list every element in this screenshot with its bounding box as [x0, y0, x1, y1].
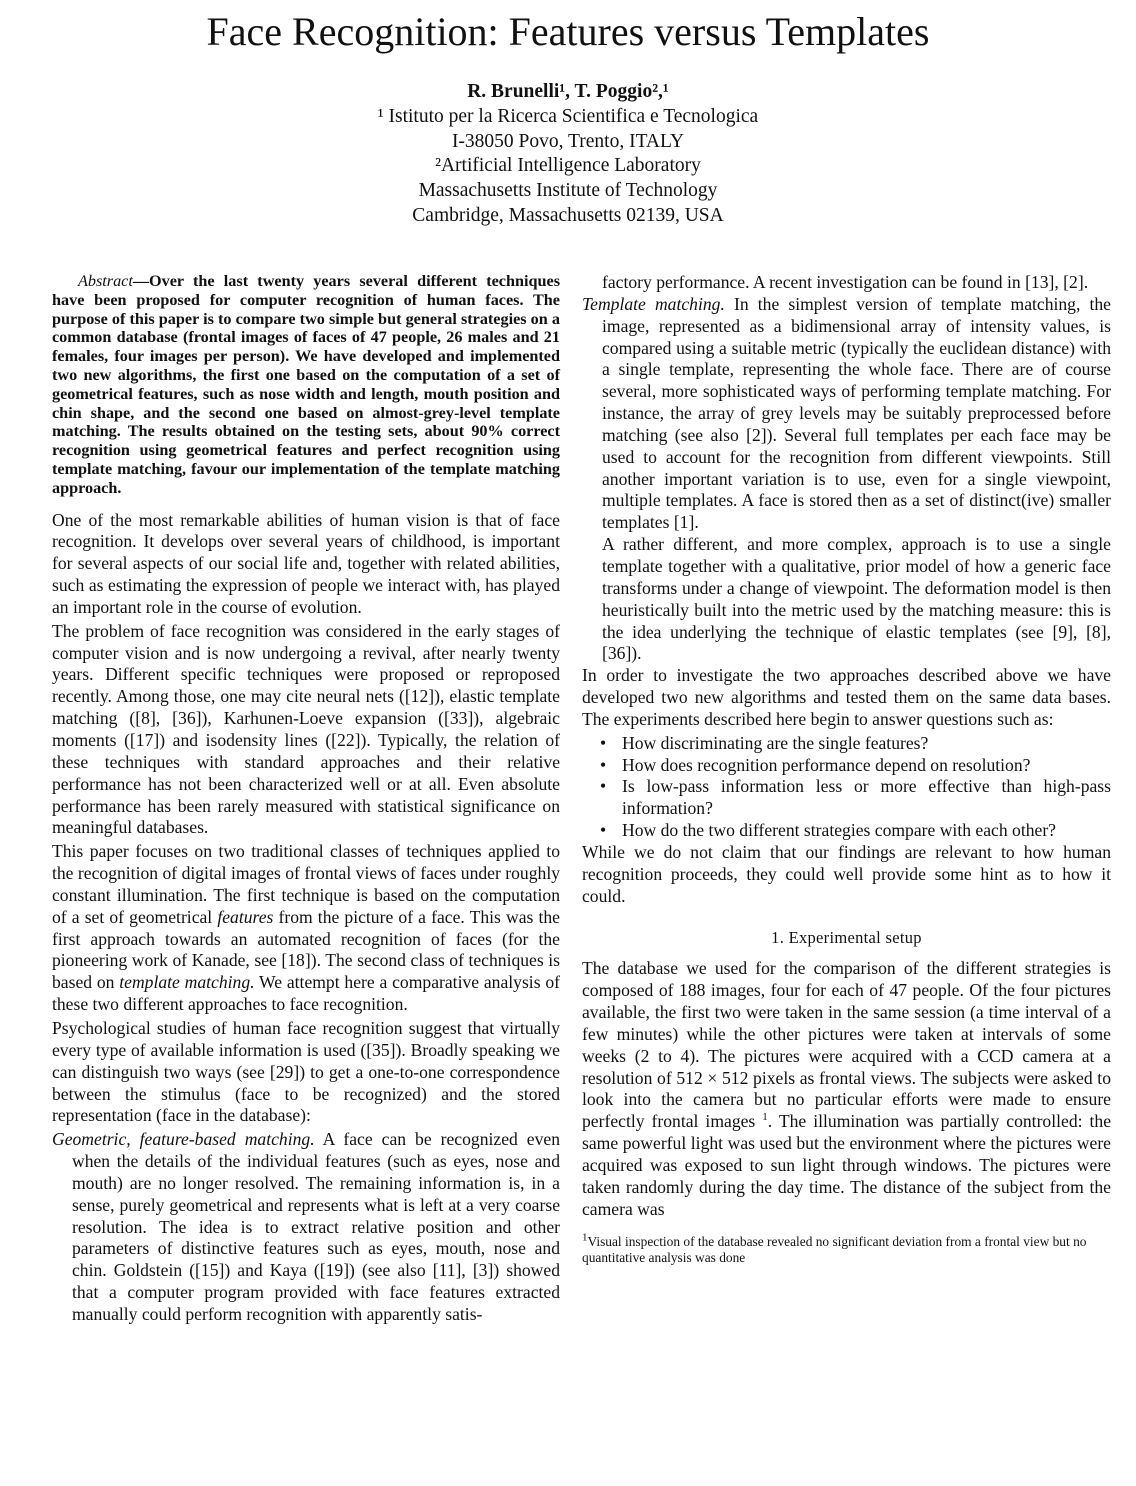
investigation-paragraph: In order to investigate the two approaches described above we have developed two new algorithms and tested them on the same data bases. The experiments described here begin to answer questions such as:	[582, 665, 1111, 729]
emphasis-features: features	[217, 906, 274, 927]
affiliation-2-line-2: Massachusetts Institute of Technology	[418, 180, 718, 202]
emphasis-template-matching: template matching.	[119, 972, 255, 993]
affiliation-2-line-3: Cambridge, Massachusetts 02139, USA	[412, 204, 724, 226]
question-list	[582, 733, 1111, 842]
paper-title: Face Recognition: Features versus Templates	[206, 9, 930, 54]
intro-paragraph-4: Psychological studies of human face recognition suggest that virtually every type of available information is used ([35]). Broadly speaking we can distinguish two ways (see [29]) to get a one-to-one correspondence between the stimulus (face to be recognized) and the stored representation (face in the database):	[52, 1017, 560, 1126]
database-paragraph	[582, 958, 1111, 1220]
template-matching-text-2: A rather different, and more complex, approach is to use a single template together with a qualitative, prior model of how a generic face transforms under a change of viewpoint. The deformation model is then heuristically built into the metric used by the matching measure: this is the idea underlying the technique of elastic templates (see [9], [8], [36]).	[602, 534, 1111, 664]
template-matching-lead: Template matching.	[582, 293, 725, 314]
author-names: R. Brunelli¹, T. Poggio²,¹	[467, 81, 669, 102]
geometric-matching-item	[52, 1129, 560, 1326]
intro-paragraph-3-part-a: This paper focuses on two traditional classes of techniques applied to the recognition of digital images of frontal views of faces under roughly constant illumination. The first technique is based on the computation of a set of geometrical	[52, 841, 560, 927]
database-paragraph-part-a: The database we used for the comparison of the different strategies is composed of 188 images, four for each of 47 people. Of the four pictures available, the first two were taken in the same session (a time interval of a few minutes) while the other pictures were taken at intervals of some weeks (2 to 4). The pictures were acquired with a CCD camera at a resolution of 512 × 512 pixels as frontal views. The subjects were asked to look into the camera but no particular efforts were made to ensure perfectly frontal images	[582, 958, 1111, 1132]
affiliation-1-line-2: I-38050 Povo, Trento, ITALY	[451, 130, 685, 152]
list-item: • How does recognition performance depend on resolution?	[600, 755, 1111, 777]
geometric-matching-continuation: factory performance. A recent investigation can be found in [13], [2].	[602, 272, 1089, 292]
right-column	[582, 272, 1111, 1266]
footnote	[582, 1231, 1111, 1266]
intro-paragraph-3-part-c: We attempt here a comparative analysis of these two different approaches to face recognition.	[52, 972, 561, 1015]
list-item: • How do the two different strategies compare with each other?	[600, 820, 1111, 842]
abstract	[52, 272, 560, 498]
list-item: • How discriminating are the single features?	[600, 733, 1111, 755]
footnote-text: Visual inspection of the database revealed no significant deviation from a frontal view but no quantitative analysis was done	[582, 1234, 1087, 1266]
left-column	[52, 272, 560, 1326]
intro-paragraph-3	[52, 841, 560, 1016]
author-block	[0, 80, 1136, 229]
findings-paragraph: While we do not claim that our findings are relevant to how human recognition proceeds, they could well provide some hint as to how it could.	[582, 841, 1111, 906]
abstract-label: Abstract	[78, 272, 133, 290]
template-matching-item	[582, 294, 1111, 534]
template-matching-text: In the simplest version of template matching, the image, represented as a bidimensional array of intensity values, is compared using a suitable metric (typically the euclidean distance) with a single template, representing the whole face. There are of course several, more sophisticated ways of performing template matching. For instance, the array of grey levels may be suitably preprocessed before matching (see also [2]). Several full templates per each face may be used to account for the recognition from different viewpoints. Still another important variation is to use, even for a single viewpoint, multiple templates. A face is stored then as a set of distinct(ive) smaller templates [1].	[602, 293, 1111, 533]
section-heading-experimental-setup: 1. Experimental setup	[771, 928, 922, 948]
intro-paragraph-1: One of the most remarkable abilities of human vision is that of face recognition. It develops over several years of childhood, is important for several aspects of our social life and, together with related abilities, such as estimating the expression of people we interact with, has played an important role in the course of evolution.	[52, 509, 560, 617]
affiliation-1-line-1: ¹ Istituto per la Ricerca Scientifica e Tecnologica	[377, 105, 759, 127]
intro-paragraph-3-part-b: from the picture of a face. This was the first approach towards an automated recognition of faces (for the pioneering work of Kanade, see [18]). The second class of techniques is based on	[52, 906, 560, 993]
intro-paragraph-2: The problem of face recognition was considered in the early stages of computer vision and is now undergoing a revival, after nearly twenty years. Different specific techniques were proposed or reproposed recently. Among those, one may cite neural nets ([12]), elastic template matching ([8], [36]), Karhunen-Loeve expansion ([33]), algebraic moments ([17]) and isodensity lines ([22]). Typically, the relation of these techniques with standard approaches and their relative performance has not been characterized well or at all. Even absolute performance has been rarely measured with statistical significance on meaningful databases.	[52, 620, 560, 838]
abstract-text: —Over the last twenty years several different techniques have been proposed for computer recognition of human faces. The purpose of this paper is to compare two simple but general strategies on a common database (frontal images of faces of 47 people, 26 males and 21 females, four images per person). We have developed and implemented two new algorithms, the first one based on the computation of a set of geometrical features, such as nose width and length, mouth position and chin shape, and the second one based on almost-grey-level template matching. The results obtained on the testing sets, about 90% correct recognition using geometrical features and perfect recognition using template matching, favour our implementation of the template matching approach.	[52, 272, 560, 497]
geometric-matching-text: A face can be recognized even when the details of the individual features (such as eyes, nose and mouth) are no longer resolved. The remaining information is, in a sense, purely geometrical and represents what is left at a very coarse resolution. The idea is to extract relative position and other parameters of distinctive features such as eyes, mouth, nose and chin. Goldstein ([15]) and Kaya ([19]) (see also [11], [3]) showed that a computer program provided with face features extracted manually could perform recognition with apparently satis-	[72, 1129, 561, 1324]
footnote-marker: 1	[762, 1111, 768, 1124]
footnote-number: 1	[582, 1231, 588, 1244]
geometric-matching-lead: Geometric, feature-based matching.	[52, 1129, 315, 1150]
database-paragraph-part-b: . The illumination was partially controlled: the same powerful light was used but the environment where the pictures were acquired was exposed to sun light through windows. The pictures were taken randomly during the day time. The distance of the subject from the camera was	[582, 1111, 1112, 1219]
list-item: • Is low-pass information less or more effective than high-pass information?	[600, 776, 1111, 820]
affiliation-2-line-1: ²Artificial Intelligence Laboratory	[435, 155, 701, 177]
